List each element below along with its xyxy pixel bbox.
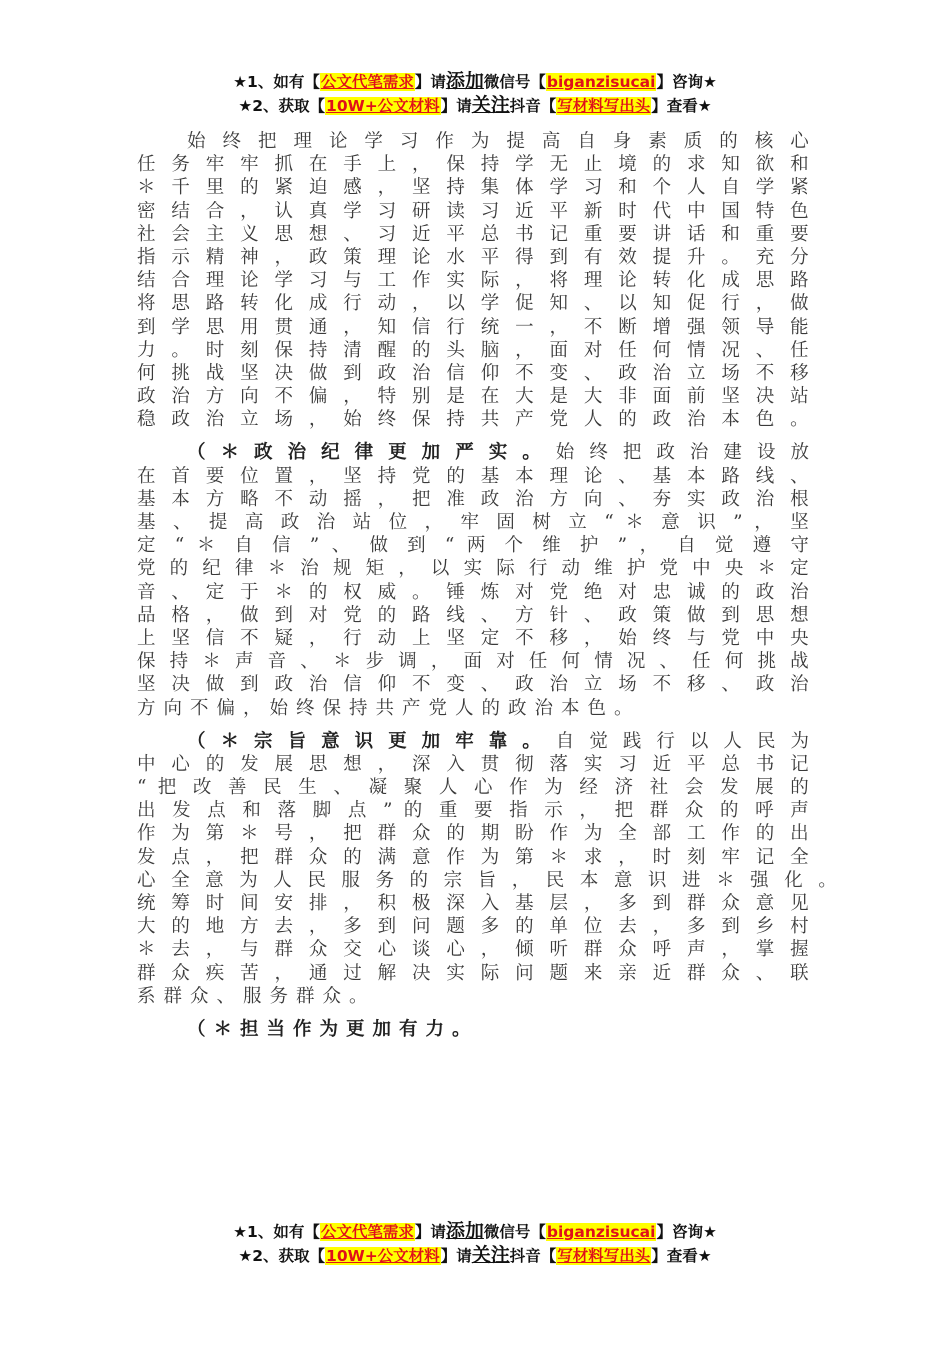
text-line: ＊ 去 ， 与 群 众 交 心 谈 心 ， 倾 听 群 众 呼 声 ， 掌 握 bbox=[137, 939, 809, 961]
text-line: 统 筹 时 间 安 排 ， 积 极 深 入 基 层 ， 多 到 群 众 意 见 bbox=[137, 893, 809, 914]
banner-emphasis: 关注 bbox=[471, 94, 510, 116]
text-line: 大 的 地 方 去 ， 多 到 问 题 多 的 单 位 去 ， 多 到 乡 村 bbox=[137, 916, 809, 938]
heading-rest: 自觉践行以人民为 bbox=[555, 730, 809, 752]
text-line: 密 结 合 ， 认 真 学 习 研 读 习 近 平 新 时 代 中 国 特 色 bbox=[137, 200, 809, 222]
text-line: 力 。 时 刻 保 持 清 醒 的 头 脑 ， 面 对 任 何 情 况 、 任 bbox=[137, 339, 809, 361]
banner-highlight-service: 公文代笔需求 bbox=[320, 1223, 414, 1241]
banner-text: ★1、如有【 bbox=[233, 73, 320, 91]
text-line: 音 、 定 于 ＊ 的 权 威 。 锤 炼 对 党 绝 对 忠 诚 的 政 治 bbox=[137, 581, 809, 603]
paragraph-4 bbox=[137, 1018, 809, 1041]
banner-highlight-materials: 10W+公文材料 bbox=[326, 97, 440, 115]
text-line: 保 持 ＊ 声 音 、 ＊ 步 调 ， 面 对 任 何 情 况 、 任 何 挑 战 bbox=[137, 651, 809, 673]
banner-text: ★2、获取【 bbox=[238, 1247, 326, 1265]
text-line: 基 、 提 高 政 治 站 位 ， 牢 固 树 立 “ ＊ 意 识 ” ， 坚 bbox=[137, 512, 809, 533]
text-line: ＊ 千 里 的 紧 迫 感 ， 坚 持 集 体 学 习 和 个 人 自 学 紧 bbox=[137, 177, 809, 199]
banner-highlight-douyin: 写材料写出头 bbox=[557, 97, 651, 115]
text-line: 系群众、服务群众。 bbox=[137, 985, 376, 1007]
text-line: 到 学 思 用 贯 通 ， 知 信 行 统 一 ， 不 断 增 强 领 导 能 bbox=[137, 316, 809, 338]
banner-text: 】咨询★ bbox=[656, 1223, 717, 1241]
text-line: 政 治 方 向 不 偏 ， 特 别 是 在 大 是 大 非 面 前 坚 决 站 bbox=[137, 386, 809, 408]
text-line: 社 会 主 义 思 想 、 习 近 平 总 书 记 重 要 讲 话 和 重 要 bbox=[137, 223, 809, 245]
text-line: 品 格 ， 做 到 对 党 的 路 线 、 方 针 、 政 策 做 到 思 想 bbox=[137, 604, 809, 626]
text-line: “ 把 改 善 民 生 、 凝 聚 人 心 作 为 经 济 社 会 发 展 的 bbox=[137, 777, 809, 799]
banner-text: ★2、获取【 bbox=[238, 97, 326, 115]
paragraph-3 bbox=[137, 730, 837, 1008]
banner-highlight-douyin: 写材料写出头 bbox=[557, 1247, 651, 1265]
banner-text: 】请 bbox=[440, 1247, 472, 1265]
section-heading: （＊担当作为更加有力。 bbox=[187, 1018, 479, 1040]
top-banner bbox=[0, 70, 950, 118]
banner-line-2 bbox=[0, 94, 950, 118]
text-line: 任 务 牢 牢 抓 在 手 上 ， 保 持 学 无 止 境 的 求 知 欲 和 bbox=[137, 154, 809, 176]
text-line: 党 的 纪 律 ＊ 治 规 矩 ， 以 实 际 行 动 维 护 党 中 央 ＊ 定 bbox=[137, 558, 809, 580]
banner-text: 微信号【 bbox=[483, 73, 546, 91]
text-line: 始 终 把 理 论 学 习 作 为 提 高 自 身 素 质 的 核 心 bbox=[187, 131, 809, 152]
text-line: 方向不偏，始终保持共产党人的政治本色。 bbox=[137, 697, 641, 719]
text-line: 上 坚 信 不 疑 ， 行 动 上 坚 定 不 移 ， 始 终 与 党 中 央 bbox=[137, 627, 809, 649]
heading-rest: 始终把政治建设放 bbox=[555, 442, 809, 464]
document-body bbox=[137, 130, 837, 1041]
text-line: 基 本 方 略 不 动 摇 ， 把 准 政 治 方 向 、 夯 实 政 治 根 bbox=[137, 488, 809, 510]
text-line: 发 点 ， 把 群 众 的 满 意 作 为 第 ＊ 求 ， 时 刻 牢 记 全 bbox=[137, 846, 809, 868]
text-line bbox=[137, 730, 809, 753]
paragraph-2 bbox=[137, 441, 809, 719]
text-line: 出 发 点 和 落 脚 点 ” 的 重 要 指 示 ， 把 群 众 的 呼 声 bbox=[137, 800, 809, 822]
banner-emphasis: 添加 bbox=[445, 70, 484, 92]
text-line: 将 思 路 转 化 成 行 动 ， 以 学 促 知 、 以 知 促 行 ， 做 bbox=[137, 293, 809, 315]
banner-highlight-wechat-id: biganzisucai bbox=[546, 73, 656, 91]
banner-highlight-service: 公文代笔需求 bbox=[320, 73, 414, 91]
text-line: 定 “ ＊ 自 信 ” 、 做 到 “ 两 个 维 护 ” ， 自 觉 遵 守 bbox=[137, 535, 809, 557]
banner-text: 抖音【 bbox=[509, 97, 557, 115]
banner-text: 】请 bbox=[414, 73, 446, 91]
text-line: 在 首 要 位 置 ， 坚 持 党 的 基 本 理 论 、 基 本 路 线 、 bbox=[137, 465, 809, 487]
banner-line-1 bbox=[0, 1220, 950, 1244]
banner-emphasis: 添加 bbox=[445, 1220, 484, 1242]
banner-text: 】查看★ bbox=[651, 1247, 712, 1265]
text-line: 稳 政 治 立 场 ， 始 终 保 持 共 产 党 人 的 政 治 本 色 。 bbox=[137, 409, 809, 431]
banner-text: 微信号【 bbox=[483, 1223, 546, 1241]
banner-text: 】咨询★ bbox=[656, 73, 717, 91]
banner-text: 】请 bbox=[414, 1223, 446, 1241]
text-line: 指 示 精 神 ， 政 策 理 论 水 平 得 到 有 效 提 升 。 充 分 bbox=[137, 246, 809, 268]
text-line: 群 众 疾 苦 ， 通 过 解 决 实 际 问 题 来 亲 近 群 众 、 联 bbox=[137, 962, 809, 984]
section-heading: （＊政治纪律更加严实。 bbox=[187, 442, 556, 464]
banner-text: ★1、如有【 bbox=[233, 1223, 320, 1241]
text-line: 何 挑 战 坚 决 做 到 政 治 信 仰 不 变 、 政 治 立 场 不 移 bbox=[137, 362, 809, 384]
section-heading: （＊宗旨意识更加牢靠。 bbox=[187, 730, 556, 752]
text-line: 作 为 第 ＊ 号 ， 把 群 众 的 期 盼 作 为 全 部 工 作 的 出 bbox=[137, 823, 809, 845]
bottom-banner bbox=[0, 1220, 950, 1268]
banner-highlight-wechat-id: biganzisucai bbox=[546, 1223, 656, 1241]
text-line: 结 合 理 论 学 习 与 工 作 实 际 ， 将 理 论 转 化 成 思 路 bbox=[137, 270, 809, 292]
banner-emphasis: 关注 bbox=[471, 1244, 510, 1266]
banner-highlight-materials: 10W+公文材料 bbox=[326, 1247, 440, 1265]
banner-text: 】查看★ bbox=[651, 97, 712, 115]
banner-text: 】请 bbox=[440, 97, 472, 115]
banner-line-2 bbox=[0, 1244, 950, 1268]
text-line bbox=[137, 441, 809, 464]
banner-text: 抖音【 bbox=[509, 1247, 557, 1265]
text-line: 坚 决 做 到 政 治 信 仰 不 变 、 政 治 立 场 不 移 、 政 治 bbox=[137, 674, 809, 696]
text-line: 中 心 的 发 展 思 想 ， 深 入 贯 彻 落 实 习 近 平 总 书 记 bbox=[137, 753, 809, 775]
banner-line-1 bbox=[0, 70, 950, 94]
text-line: 心 全 意 为 人 民 服 务 的 宗 旨 ， 民 本 意 识 进 ＊ 强 化 。 bbox=[137, 869, 837, 891]
text-line bbox=[137, 1018, 809, 1041]
paragraph-1 bbox=[137, 130, 809, 431]
